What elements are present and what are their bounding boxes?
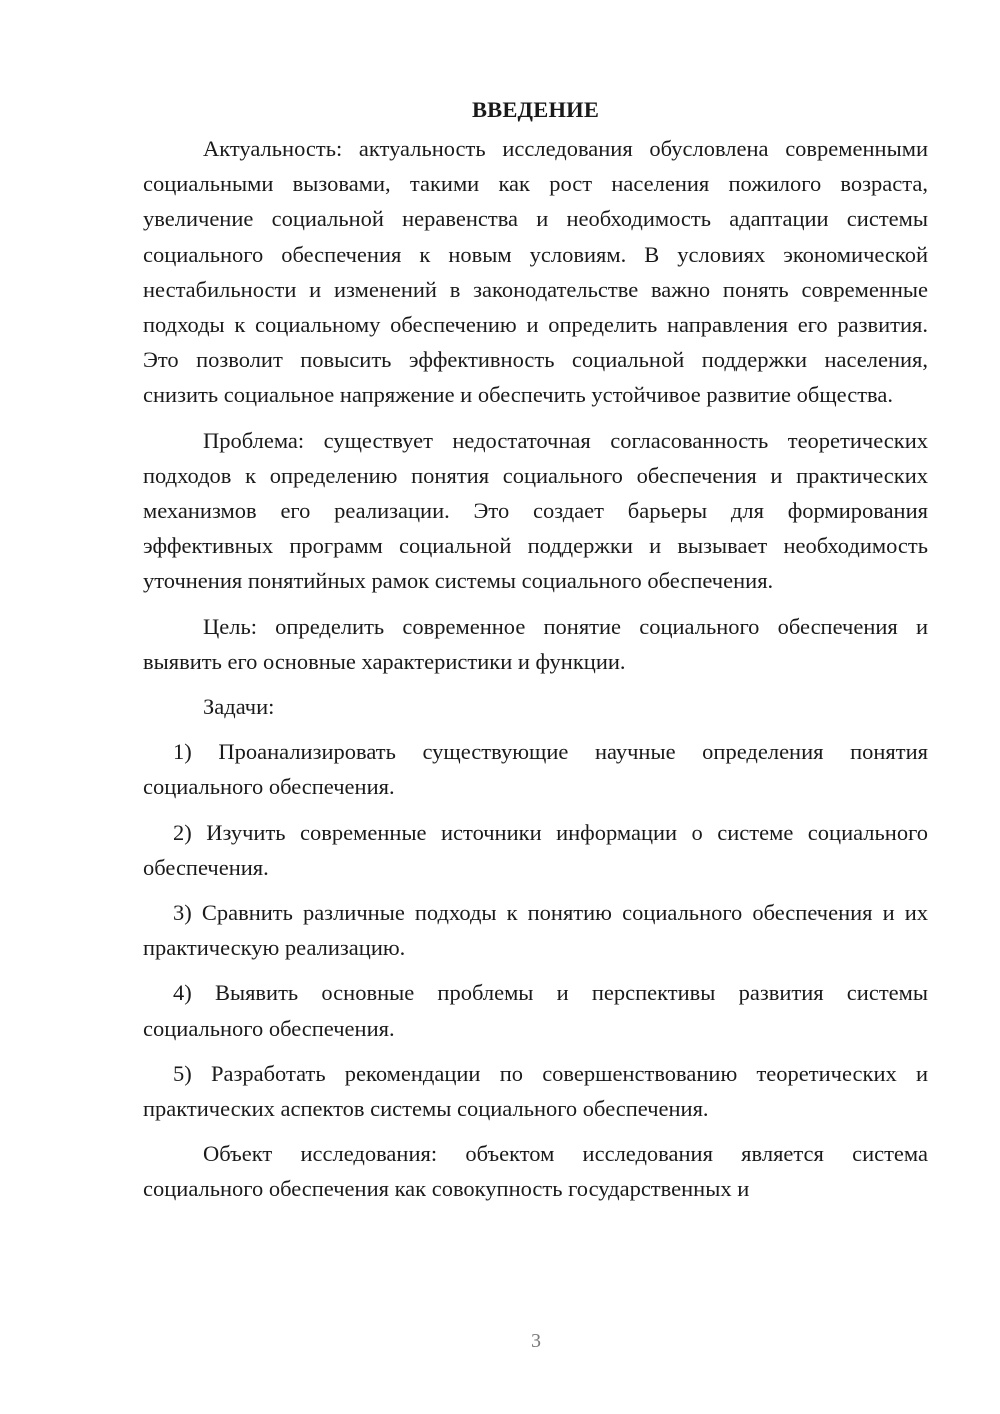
task-item-4: 4) Выявить основные проблемы и перспективы развития системы социального обеспечения. [143, 980, 928, 1041]
task-item-2: 2) Изучить современные источники информации о системе социального обеспечения. [143, 819, 928, 880]
paragraph-relevance: Актуальность: актуальность исследования обусловлена современными социальными вызовами, такими как рост населения пожилого возраста, увеличение социальной неравенства и необходимость адаптации системы социального обеспечения к новым условиям. В условиях экономической нестабильности и изменений в законодательстве важно понять современные подходы к социальному обеспечению и определить направления его развития. Это позволит повысить эффективность социальной поддержки населения, снизить социальное напряжение и обеспечить устойчивое развитие общества. [143, 136, 928, 408]
paragraph-problem: Проблема: существует недостаточная согласованность теоретических подходов к определению понятия социального обеспечения и практических механизмов его реализации. Это создает барьеры для формирования эффективных программ социальной поддержки и вызывает необходимость уточнения понятийных рамок системы социального обеспечения. [143, 427, 928, 594]
paragraph-goal: Цель: определить современное понятие социального обеспечения и выявить его основные характеристики и функции. [143, 613, 928, 674]
task-item-1: 1) Проанализировать существующие научные определения понятия социального обеспечения. [143, 739, 928, 800]
task-item-5: 5) Разработать рекомендации по совершенствованию теоретических и практических аспектов системы социального обеспечения. [143, 1060, 928, 1122]
document-page [143, 92, 928, 1207]
page-number: 3 [531, 1330, 541, 1352]
task-item-3: 3) Сравнить различные подходы к понятию социального обеспечения и их практическую реализацию. [143, 900, 928, 961]
tasks-heading: Задачи: [203, 694, 275, 720]
section-title: ВВЕДЕНИЕ [471, 97, 600, 122]
paragraph-object: Объект исследования: объектом исследования является система социального обеспечения как совокупность государственных и [143, 1141, 928, 1202]
